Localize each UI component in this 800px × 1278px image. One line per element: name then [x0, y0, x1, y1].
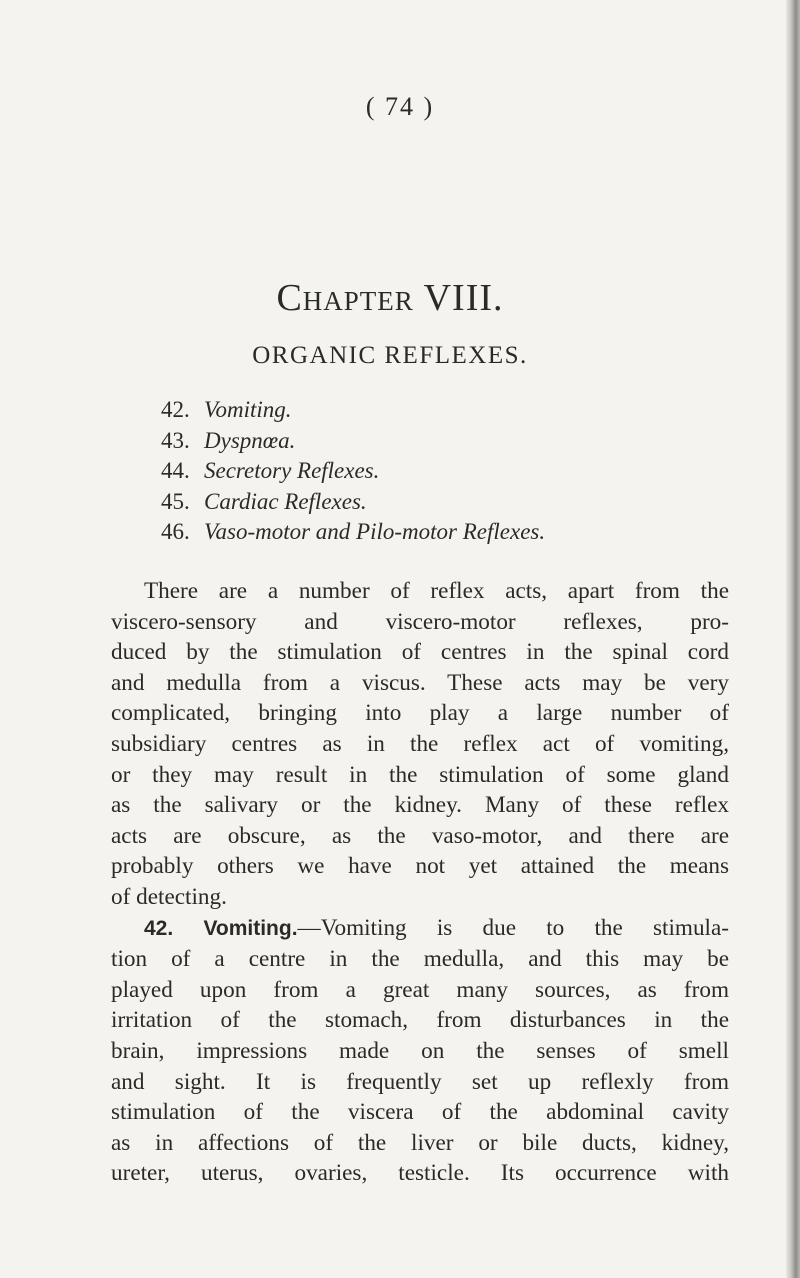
contents-item-title: Secretory Reflexes.	[204, 458, 380, 483]
contents-item-number: 46.	[161, 519, 190, 544]
contents-item-title: Vaso-motor and Pilo-motor Reflexes.	[204, 519, 546, 544]
contents-item	[161, 395, 545, 426]
body-text	[111, 576, 729, 1189]
contents-item	[161, 487, 545, 518]
contents-item	[161, 426, 545, 457]
intro-paragraph	[111, 576, 729, 913]
section-heading: 42. Vomiting.	[144, 916, 298, 940]
text-line: acts are obscure, as the vaso-motor, and there are	[111, 822, 729, 849]
text-line: stimulation of the viscera of the abdominal cavity	[111, 1099, 729, 1126]
text-line: complicated, bringing into play a large number of	[111, 700, 729, 727]
text-line: irritation of the stomach, from disturbances in the	[111, 1007, 729, 1034]
text-line: ureter, uterus, ovaries, testicle. Its occurrence with	[111, 1160, 729, 1187]
text-line: played upon from a great many sources, as from	[111, 976, 729, 1003]
text-line: and sight. It is frequently set up reflexly from	[111, 1068, 729, 1095]
text-line: viscero-sensory and viscero-motor reflexes, pro-	[111, 608, 729, 635]
contents-item	[161, 456, 545, 487]
contents-item-number: 44.	[161, 458, 190, 483]
contents-item-title: Vomiting.	[204, 397, 292, 422]
contents-item-title: Dyspnœa.	[204, 427, 296, 453]
section-first-line: —Vomiting is due to the stimula-	[297, 914, 729, 941]
chapter-title: Chapter VIII.	[276, 277, 504, 319]
text-line: as in affections of the liver or bile ducts, kidney,	[111, 1129, 729, 1156]
text-line: of detecting.	[111, 883, 227, 910]
text-line: and medulla from a viscus. These acts may be very	[111, 669, 729, 696]
page-number: ( 74 )	[365, 92, 435, 121]
page-edge-shadow	[786, 0, 800, 1278]
text-line	[111, 913, 729, 945]
contents-item-title: Cardiac Reflexes.	[204, 488, 367, 514]
text-line: duced by the stimulation of centres in the spinal cord	[111, 639, 729, 666]
chapter-contents-list	[161, 395, 545, 548]
contents-item-number: 45.	[161, 488, 190, 514]
text-line: There are a number of reflex acts, apart from the	[144, 578, 729, 604]
chapter-subtitle: ORGANIC REFLEXES.	[252, 342, 528, 369]
text-line: probably others we have not yet attained the means	[111, 853, 729, 880]
text-line: or they may result in the stimulation of some gland	[111, 761, 729, 788]
contents-item-number: 42.	[161, 397, 190, 422]
text-line: tion of a centre in the medulla, and this may be	[111, 946, 729, 973]
text-line: subsidiary centres as in the reflex act of vomiting,	[111, 730, 729, 757]
text-line: brain, impressions made on the senses of smell	[111, 1037, 729, 1064]
contents-item	[161, 517, 545, 548]
section-42-vomiting	[111, 913, 729, 1189]
text-line: as the salivary or the kidney. Many of these reflex	[111, 792, 729, 819]
contents-item-number: 43.	[161, 427, 190, 453]
